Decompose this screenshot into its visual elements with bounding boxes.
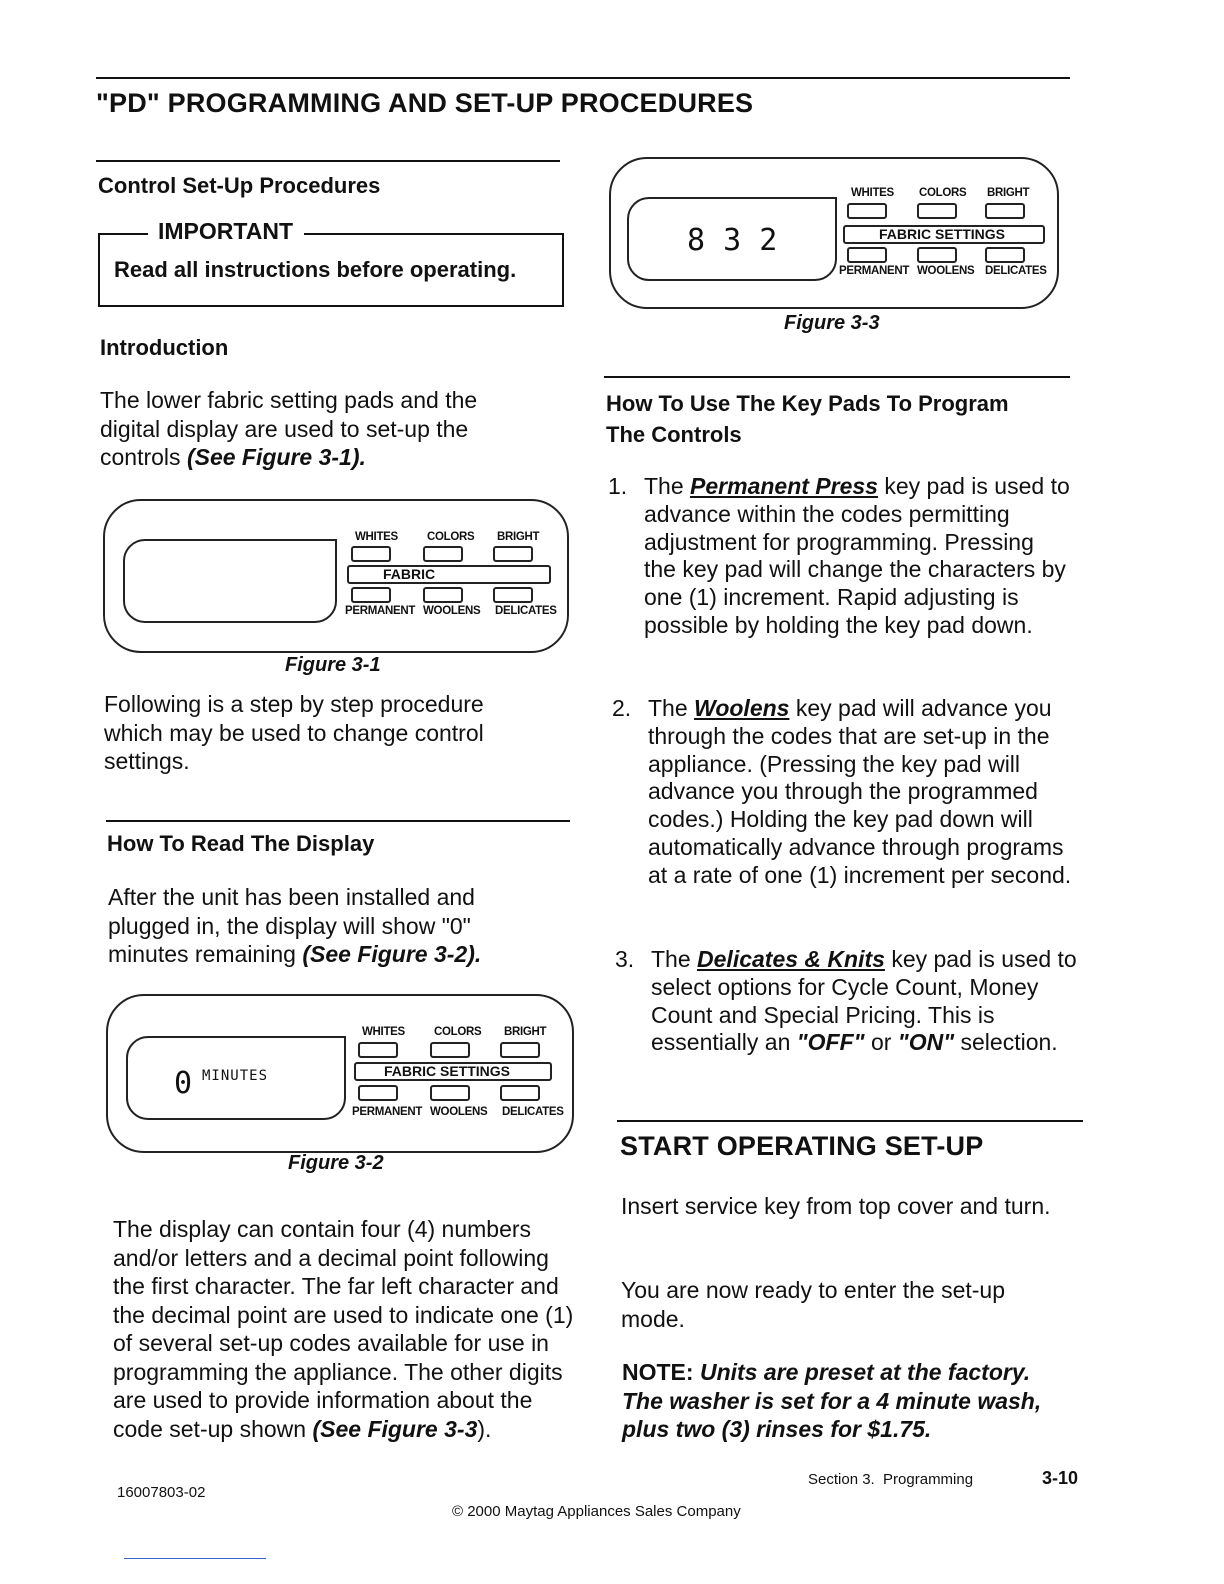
introduction-figure-ref: (See Figure 3-1).	[186, 444, 366, 470]
read-display-body: After the unit has been installed and plugged in, the display will show "0" minutes remaining	[108, 884, 475, 967]
delicates-knits-key: Delicates & Knits	[697, 946, 885, 972]
important-label: IMPORTANT	[158, 218, 294, 244]
label-delicates: DELICATES	[985, 265, 1047, 277]
list-item-text	[651, 946, 1077, 1057]
read-heading-rule	[106, 820, 570, 822]
label-woolens: WOOLENS	[430, 1106, 488, 1118]
important-rule-right	[304, 233, 562, 235]
display-description	[113, 1215, 579, 1443]
figure-3-2-caption: Figure 3-2	[288, 1152, 384, 1174]
control-heading-rule	[96, 160, 560, 162]
list-item-text	[644, 473, 1070, 640]
label-woolens: WOOLENS	[423, 605, 481, 617]
list-item-body: key pad is used to select options for Cycle Count, Money Count and Special Pricing. This is essentially an	[651, 946, 1077, 1056]
label-permanent: PERMANENT	[839, 265, 910, 277]
read-display-figure-ref: (See Figure 3-2).	[302, 941, 482, 967]
label-permanent: PERMANENT	[345, 605, 416, 617]
code-display-text: 8 3 2	[687, 223, 778, 258]
label-bright: BRIGHT	[497, 531, 540, 543]
note-label: NOTE:	[622, 1359, 694, 1385]
page-title: "PD" PROGRAMMING AND SET-UP PROCEDURES	[96, 88, 754, 118]
important-box	[98, 218, 564, 307]
list-item-text	[648, 695, 1074, 890]
list-item-number: 3.	[615, 946, 635, 972]
whites-pad[interactable]	[847, 203, 887, 219]
colors-pad[interactable]	[917, 203, 957, 219]
display-description-body: The display can contain four (4) numbers and/or letters and a decimal point following the first character. The far left character and the decimal point are used to indicate one (1) of several set-up codes available for use in programming the appliance. The other digits are used to provide information about the code set-up shown	[113, 1216, 574, 1442]
label-colors: COLORS	[919, 187, 967, 199]
woolens-key: Woolens	[694, 695, 790, 721]
introduction-text	[100, 386, 530, 472]
label-woolens: WOOLENS	[917, 265, 975, 277]
label-delicates: DELICATES	[502, 1106, 564, 1118]
figure-3-3-panel	[609, 157, 1059, 309]
delicates-pad[interactable]	[985, 247, 1025, 263]
keypads-heading: How To Use The Key Pads To Program The Controls	[606, 391, 1009, 447]
section-label: Section 3. Programming	[808, 1471, 974, 1488]
list-item-body: key pad will advance you through the codes that are set-up in the appliance. (Pressing the key pad will advance you through the programmed codes.) Holding the key pad down will automatically advance through programs at a rate of one (1) increment per second.	[648, 695, 1072, 888]
doc-number: 16007803-02	[117, 1484, 206, 1501]
list-item-body: key pad is used to advance within the codes permitting adjustment for programming. Pressing the key pad will change the characters by one (1) increment. Rapid adjusting is possible by holding the key pad down.	[644, 473, 1070, 638]
label-whites: WHITES	[355, 531, 398, 543]
minutes-label: MINUTES	[202, 1068, 269, 1084]
top-rule	[96, 77, 1070, 79]
list-item-number: 1.	[608, 473, 628, 499]
display-figure-ref: (See Figure 3-3	[312, 1415, 478, 1442]
bright-pad[interactable]	[985, 203, 1025, 219]
woolens-pad[interactable]	[430, 1085, 470, 1101]
control-setup-heading: Control Set-Up Procedures	[98, 173, 381, 198]
label-bright: BRIGHT	[504, 1026, 547, 1038]
note-text: Units are preset at the factory. The washer is set for a 4 minute wash, plus two (3) rinses for $1.75.	[622, 1359, 1042, 1442]
label-permanent: PERMANENT	[352, 1106, 423, 1118]
colors-pad[interactable]	[430, 1042, 470, 1058]
list-item-pre: The	[651, 946, 691, 972]
important-rule-left	[100, 233, 148, 235]
delicates-pad[interactable]	[500, 1085, 540, 1101]
read-display-heading: How To Read The Display	[107, 831, 375, 856]
page-number: 3-10	[1042, 1468, 1079, 1488]
permanent-press-key: Permanent Press	[690, 473, 878, 499]
colors-pad[interactable]	[423, 546, 463, 562]
following-text: Following is a step by step procedure which may be used to change control settings.	[104, 691, 484, 774]
off-value: "OFF"	[796, 1029, 865, 1056]
bright-pad[interactable]	[500, 1042, 540, 1058]
label-bright: BRIGHT	[987, 187, 1030, 199]
woolens-pad[interactable]	[423, 587, 463, 603]
start-heading-rule	[617, 1120, 1083, 1122]
copyright: © 2000 Maytag Appliances Sales Company	[452, 1503, 741, 1520]
start-setup-heading: START OPERATING SET-UP	[620, 1131, 984, 1161]
fabric-settings-bar: FABRIC SETTINGS	[354, 1062, 552, 1081]
figure-3-2-display	[126, 1036, 346, 1120]
whites-pad[interactable]	[351, 546, 391, 562]
label-colors: COLORS	[427, 531, 475, 543]
fabric-settings-bar: FABRIC SETTINGS	[843, 225, 1045, 244]
figure-3-1-panel	[103, 499, 569, 653]
fabric-bar: FABRIC	[347, 565, 551, 584]
introduction-body: The lower fabric setting pads and the digital display are used to set-up the controls	[100, 387, 478, 470]
figure-3-2-panel	[106, 994, 574, 1153]
bright-pad[interactable]	[493, 546, 533, 562]
figure-3-3-display	[627, 197, 837, 281]
list-item-end: selection.	[960, 1029, 1058, 1056]
introduction-heading: Introduction	[100, 335, 229, 360]
delicates-pad[interactable]	[493, 587, 533, 603]
figure-3-1-caption: Figure 3-1	[285, 654, 381, 676]
label-whites: WHITES	[362, 1026, 405, 1038]
permanent-pad[interactable]	[351, 587, 391, 603]
label-colors: COLORS	[434, 1026, 482, 1038]
important-text: Read all instructions before operating.	[114, 257, 517, 282]
permanent-pad[interactable]	[358, 1085, 398, 1101]
minutes-digit: 0	[174, 1066, 193, 1101]
read-display-text	[108, 883, 523, 969]
footer-blue-rule	[124, 1558, 266, 1559]
display-figure-ref-end: ).	[477, 1415, 492, 1442]
label-delicates: DELICATES	[495, 605, 557, 617]
list-item-pre: The	[644, 473, 684, 499]
keypads-heading-rule	[604, 376, 1070, 378]
or-word: or	[870, 1029, 892, 1056]
start-text-1: Insert service key from top cover and turn.	[621, 1193, 1051, 1219]
woolens-pad[interactable]	[917, 247, 957, 263]
figure-3-3-caption: Figure 3-3	[784, 312, 880, 334]
start-text-2: You are now ready to enter the set-up mode.	[621, 1277, 1006, 1332]
figure-3-1-display	[123, 539, 337, 623]
list-item-number: 2.	[612, 695, 632, 721]
permanent-pad[interactable]	[847, 247, 887, 263]
list-item-pre: The	[648, 695, 688, 721]
note	[622, 1358, 1072, 1444]
on-value: "ON"	[897, 1029, 955, 1056]
whites-pad[interactable]	[358, 1042, 398, 1058]
label-whites: WHITES	[851, 187, 894, 199]
